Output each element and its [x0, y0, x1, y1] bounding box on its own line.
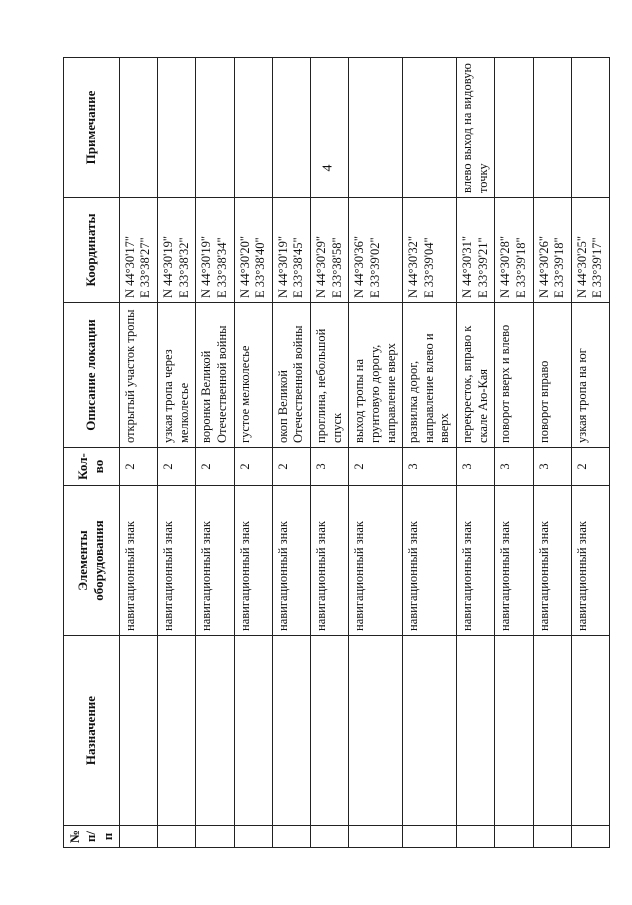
- cell-description: окоп Великой Отечественной войны: [272, 303, 310, 448]
- cell-purpose: [234, 636, 272, 826]
- header-purpose: Назначение: [64, 636, 120, 826]
- coord-latitude: N 44°30'19": [275, 235, 290, 298]
- cell-qty: 3: [533, 448, 571, 486]
- cell-qty: 2: [119, 448, 157, 486]
- cell-equipment: навигационный знак: [495, 486, 533, 636]
- coord-longitude: E 33°38'58": [329, 237, 344, 298]
- equipment-table: [63, 57, 610, 848]
- cell-description: выход тропы на грунтовую дорогу, направление вверх: [349, 303, 403, 448]
- cell-coords: [403, 198, 457, 303]
- cell-num: [571, 826, 609, 848]
- cell-purpose: [272, 636, 310, 826]
- cell-equipment: навигационный знак: [533, 486, 571, 636]
- cell-equipment: навигационный знак: [349, 486, 403, 636]
- coord-latitude: N 44°30'20": [237, 235, 252, 298]
- cell-qty: 3: [403, 448, 457, 486]
- cell-equipment: навигационный знак: [119, 486, 157, 636]
- coord-latitude: N 44°30'17": [122, 235, 137, 298]
- cell-coords: [571, 198, 609, 303]
- header-coords: Координаты: [64, 198, 120, 303]
- cell-coords: [457, 198, 495, 303]
- cell-description: воронки Великой Отечественной войны: [196, 303, 234, 448]
- header-qty: Кол-во: [64, 448, 120, 486]
- header-note: Примечание: [64, 58, 120, 198]
- table-row: [349, 58, 403, 848]
- cell-equipment: навигационный знак: [571, 486, 609, 636]
- cell-purpose: [533, 636, 571, 826]
- cell-note: [272, 58, 310, 198]
- coord-longitude: E 33°38'32": [176, 237, 191, 298]
- cell-equipment: навигационный знак: [196, 486, 234, 636]
- cell-coords: [272, 198, 310, 303]
- cell-equipment: навигационный знак: [457, 486, 495, 636]
- coord-latitude: N 44°30'25": [574, 235, 589, 298]
- coord-latitude: N 44°30'32": [406, 235, 421, 298]
- cell-coords: [196, 198, 234, 303]
- table-header-row: [64, 58, 120, 848]
- cell-description: узкая тропа через мелколесье: [158, 303, 196, 448]
- cell-equipment: навигационный знак: [272, 486, 310, 636]
- cell-num: [196, 826, 234, 848]
- cell-description: узкая тропа на юг: [571, 303, 609, 448]
- table-row: [571, 58, 609, 848]
- coord-latitude: N 44°30'31": [460, 235, 474, 298]
- cell-purpose: [571, 636, 609, 826]
- coord-latitude: N 44°30'28": [498, 235, 513, 298]
- table-row: [533, 58, 571, 848]
- cell-coords: [311, 198, 349, 303]
- table-row: [457, 58, 495, 848]
- cell-qty: 3: [457, 448, 495, 486]
- cell-note: [533, 58, 571, 198]
- cell-note: [349, 58, 403, 198]
- cell-coords: [533, 198, 571, 303]
- cell-description: поворот вправо: [533, 303, 571, 448]
- cell-purpose: [457, 636, 495, 826]
- header-description: Описание локации: [64, 303, 120, 448]
- cell-coords: [234, 198, 272, 303]
- table-row: [495, 58, 533, 848]
- coord-longitude: E 33°38'40": [253, 237, 268, 298]
- cell-description: густое мелколесье: [234, 303, 272, 448]
- page-number: 4: [320, 164, 336, 172]
- cell-purpose: [495, 636, 533, 826]
- table-row: [196, 58, 234, 848]
- cell-equipment: навигационный знак: [311, 486, 349, 636]
- cell-coords: [158, 198, 196, 303]
- cell-description: проглина, небольшой спуск: [311, 303, 349, 448]
- cell-qty: 2: [571, 448, 609, 486]
- cell-purpose: [311, 636, 349, 826]
- coord-latitude: N 44°30'19": [161, 235, 175, 298]
- table-row: [311, 58, 349, 848]
- cell-num: [158, 826, 196, 848]
- cell-note: [158, 58, 196, 198]
- cell-num: [533, 826, 571, 848]
- coord-longitude: E 33°39'17": [590, 237, 605, 298]
- cell-purpose: [403, 636, 457, 826]
- cell-note: [234, 58, 272, 198]
- cell-description: поворот вверх и влево: [495, 303, 533, 448]
- cell-equipment: навигационный знак: [403, 486, 457, 636]
- header-equipment: Элементы оборудования: [64, 486, 120, 636]
- cell-num: [403, 826, 457, 848]
- cell-note: [119, 58, 157, 198]
- coord-longitude: E 33°38'34": [214, 237, 229, 298]
- coord-longitude: E 33°38'45": [291, 237, 306, 298]
- cell-num: [311, 826, 349, 848]
- cell-note: [196, 58, 234, 198]
- cell-num: [234, 826, 272, 848]
- cell-purpose: [119, 636, 157, 826]
- cell-qty: 2: [349, 448, 403, 486]
- cell-description: перекресток, вправо к скале Аю-Кая: [457, 303, 495, 448]
- cell-coords: [349, 198, 403, 303]
- table-row: [119, 58, 157, 848]
- table-row: [403, 58, 457, 848]
- coord-longitude: E 33°39'18": [513, 237, 528, 298]
- cell-note: [495, 58, 533, 198]
- coord-longitude: E 33°39'04": [421, 237, 436, 298]
- cell-num: [119, 826, 157, 848]
- cell-purpose: [158, 636, 196, 826]
- cell-qty: 2: [272, 448, 310, 486]
- coord-latitude: N 44°30'26": [536, 235, 551, 298]
- coord-longitude: E 33°39'02": [367, 237, 382, 298]
- cell-description: открытый участок тропы: [119, 303, 157, 448]
- cell-coords: [119, 198, 157, 303]
- coord-latitude: N 44°30'29": [314, 235, 328, 298]
- cell-note: [571, 58, 609, 198]
- cell-note: [403, 58, 457, 198]
- coord-longitude: E 33°39'21": [475, 237, 490, 298]
- table-row: [158, 58, 196, 848]
- cell-equipment: навигационный знак: [234, 486, 272, 636]
- cell-num: [495, 826, 533, 848]
- table-row: [272, 58, 310, 848]
- rotated-table-container: [63, 58, 605, 848]
- coord-latitude: N 44°30'19": [199, 235, 214, 298]
- cell-coords: [495, 198, 533, 303]
- cell-qty: 2: [196, 448, 234, 486]
- cell-qty: 3: [495, 448, 533, 486]
- coord-longitude: E 33°38'27": [138, 237, 153, 298]
- cell-num: [349, 826, 403, 848]
- coord-longitude: E 33°39'18": [552, 237, 567, 298]
- coord-latitude: N 44°30'36": [352, 235, 367, 298]
- cell-num: [457, 826, 495, 848]
- table-row: [234, 58, 272, 848]
- header-num: № п/п: [64, 826, 120, 848]
- cell-qty: 2: [158, 448, 196, 486]
- cell-qty: 3: [311, 448, 349, 486]
- cell-equipment: навигационный знак: [158, 486, 196, 636]
- cell-note: влево выход на видовую точку: [457, 58, 495, 198]
- cell-purpose: [349, 636, 403, 826]
- cell-num: [272, 826, 310, 848]
- cell-purpose: [196, 636, 234, 826]
- cell-qty: 2: [234, 448, 272, 486]
- cell-note: [311, 58, 349, 198]
- cell-description: развилка дорог, направление влево и вверх: [403, 303, 457, 448]
